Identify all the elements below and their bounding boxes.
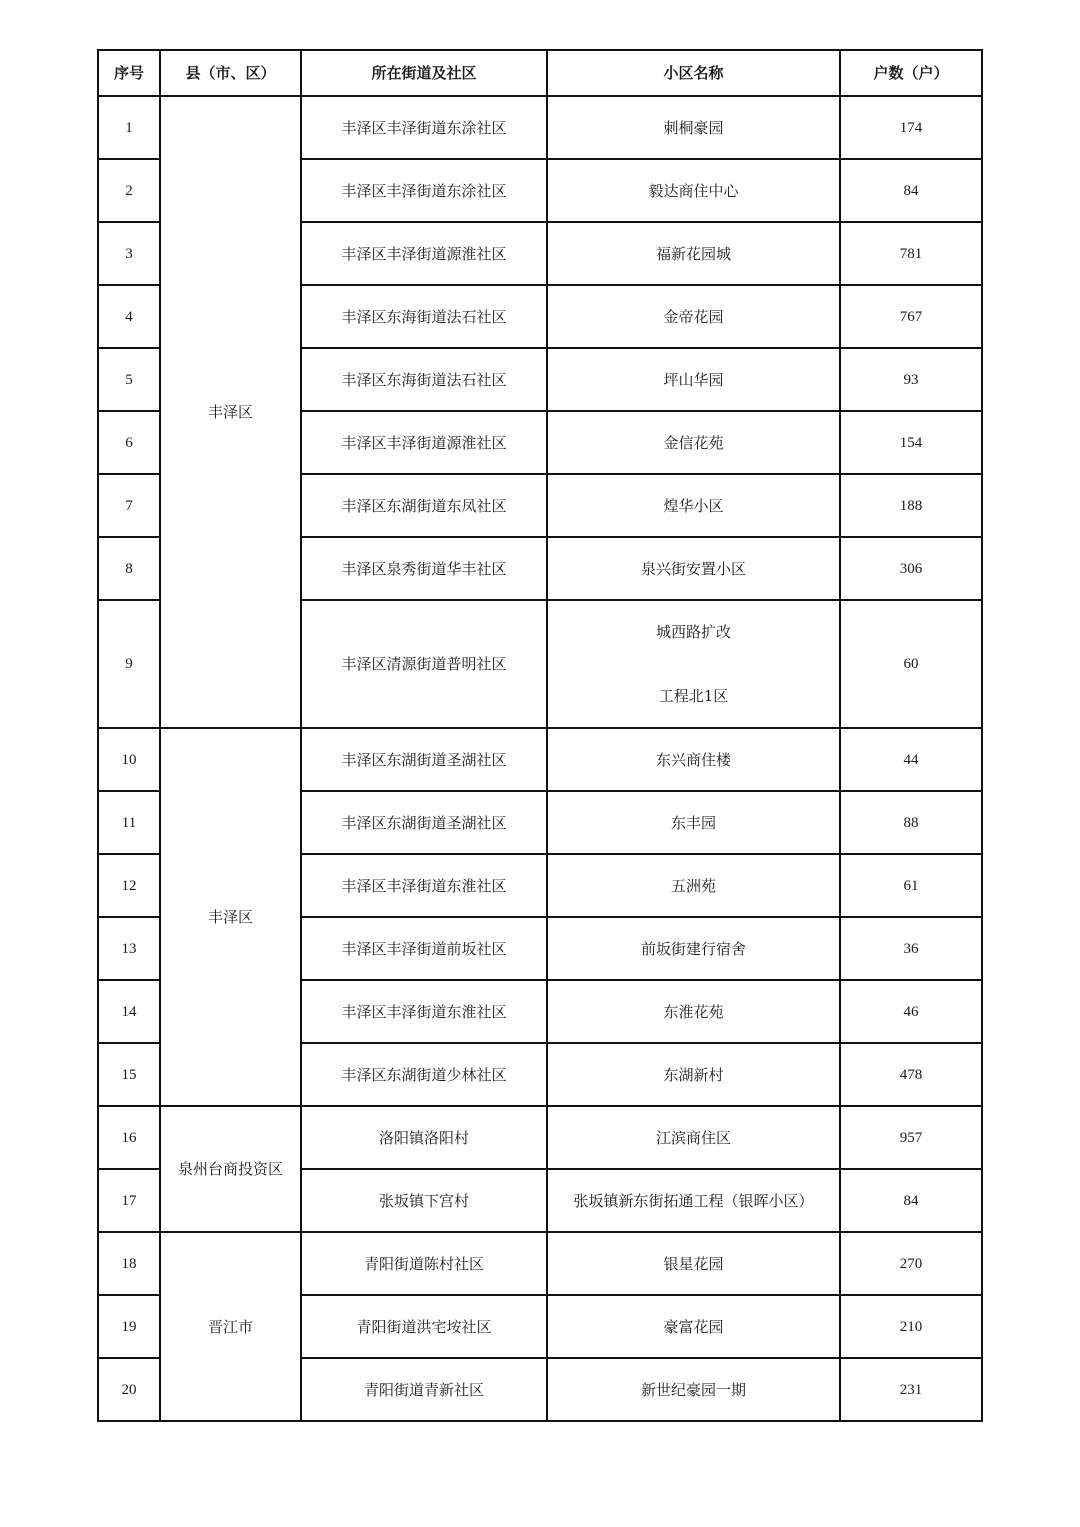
row-index: 9	[98, 600, 160, 728]
row-community: 江滨商住区	[547, 1106, 840, 1169]
row-street: 丰泽区丰泽街道东涂社区	[301, 159, 547, 222]
row-households: 478	[840, 1043, 982, 1106]
row-community: 东丰园	[547, 791, 840, 854]
row-households: 767	[840, 285, 982, 348]
row-street: 丰泽区丰泽街道源淮社区	[301, 411, 547, 474]
county-cell-taishang: 泉州台商投资区	[160, 1106, 301, 1232]
row-street: 青阳街道青新社区	[301, 1358, 547, 1421]
row-households: 957	[840, 1106, 982, 1169]
table-row	[98, 1106, 982, 1169]
row-community: 前坂街建行宿舍	[547, 917, 840, 980]
row-index: 18	[98, 1232, 160, 1295]
row-street: 丰泽区丰泽街道源淮社区	[301, 222, 547, 285]
row-households: 188	[840, 474, 982, 537]
header-county: 县（市、区）	[160, 50, 301, 96]
row-street: 丰泽区丰泽街道东淮社区	[301, 980, 547, 1043]
row-index: 20	[98, 1358, 160, 1421]
row-community: 毅达商住中心	[547, 159, 840, 222]
row-street: 丰泽区泉秀街道华丰社区	[301, 537, 547, 600]
row-street: 丰泽区东海街道法石社区	[301, 285, 547, 348]
row-community: 金信花苑	[547, 411, 840, 474]
row-street: 洛阳镇洛阳村	[301, 1106, 547, 1169]
row-index: 16	[98, 1106, 160, 1169]
row-households: 210	[840, 1295, 982, 1358]
row-households: 270	[840, 1232, 982, 1295]
row-index: 5	[98, 348, 160, 411]
row-households: 174	[840, 96, 982, 159]
row-households: 781	[840, 222, 982, 285]
row-index: 6	[98, 411, 160, 474]
row-street: 丰泽区东湖街道圣湖社区	[301, 791, 547, 854]
row-households: 44	[840, 728, 982, 791]
row-index: 12	[98, 854, 160, 917]
row-index: 19	[98, 1295, 160, 1358]
row-community	[547, 600, 840, 728]
row-index: 4	[98, 285, 160, 348]
row-households: 61	[840, 854, 982, 917]
row-households: 60	[840, 600, 982, 728]
row-street: 丰泽区清源街道普明社区	[301, 600, 547, 728]
county-cell-fengze-2: 丰泽区	[160, 728, 301, 1106]
row-community: 东湖新村	[547, 1043, 840, 1106]
community-table	[97, 49, 983, 1422]
table-row	[98, 728, 982, 791]
header-community: 小区名称	[547, 50, 840, 96]
row-community: 泉兴街安置小区	[547, 537, 840, 600]
row-index: 15	[98, 1043, 160, 1106]
row-households: 84	[840, 159, 982, 222]
table-row	[98, 96, 982, 159]
header-row	[98, 50, 982, 96]
header-street: 所在街道及社区	[301, 50, 547, 96]
row-street: 丰泽区丰泽街道东淮社区	[301, 854, 547, 917]
row-street: 张坂镇下宫村	[301, 1169, 547, 1232]
row-community: 坪山华园	[547, 348, 840, 411]
row-households: 231	[840, 1358, 982, 1421]
row-index: 7	[98, 474, 160, 537]
row-index: 11	[98, 791, 160, 854]
row-index: 17	[98, 1169, 160, 1232]
row-community: 金帝花园	[547, 285, 840, 348]
row-street: 青阳街道洪宅垵社区	[301, 1295, 547, 1358]
row-households: 88	[840, 791, 982, 854]
row-street: 丰泽区东海街道法石社区	[301, 348, 547, 411]
row-street: 丰泽区东湖街道少林社区	[301, 1043, 547, 1106]
county-cell-fengze: 丰泽区	[160, 96, 301, 728]
county-cell-jinjiang: 晋江市	[160, 1232, 301, 1421]
row-index: 3	[98, 222, 160, 285]
row-index: 2	[98, 159, 160, 222]
row-community: 新世纪豪园一期	[547, 1358, 840, 1421]
row-index: 14	[98, 980, 160, 1043]
row-community: 东淮花苑	[547, 980, 840, 1043]
row-index: 10	[98, 728, 160, 791]
row-community: 豪富花园	[547, 1295, 840, 1358]
row-community: 东兴商住楼	[547, 728, 840, 791]
header-households: 户数（户）	[840, 50, 982, 96]
row-community: 张坂镇新东街拓通工程（银晖小区）	[547, 1169, 840, 1232]
row-street: 丰泽区东湖街道圣湖社区	[301, 728, 547, 791]
row-index: 8	[98, 537, 160, 600]
row-households: 84	[840, 1169, 982, 1232]
row-households: 306	[840, 537, 982, 600]
row-community: 煌华小区	[547, 474, 840, 537]
row-households: 93	[840, 348, 982, 411]
row-households: 154	[840, 411, 982, 474]
row-community: 银星花园	[547, 1232, 840, 1295]
row-street: 丰泽区丰泽街道东涂社区	[301, 96, 547, 159]
row-households: 46	[840, 980, 982, 1043]
row-street: 丰泽区丰泽街道前坂社区	[301, 917, 547, 980]
row-index: 1	[98, 96, 160, 159]
row-index: 13	[98, 917, 160, 980]
row-street: 青阳街道陈村社区	[301, 1232, 547, 1295]
row-street: 丰泽区东湖街道东凤社区	[301, 474, 547, 537]
table-row	[98, 1232, 982, 1295]
row-community: 五洲苑	[547, 854, 840, 917]
community-line-1: 城西路扩改	[655, 623, 731, 641]
row-community: 刺桐豪园	[547, 96, 840, 159]
header-index: 序号	[98, 50, 160, 96]
row-households: 36	[840, 917, 982, 980]
community-line-2: 工程北1区	[658, 687, 729, 705]
row-community: 福新花园城	[547, 222, 840, 285]
